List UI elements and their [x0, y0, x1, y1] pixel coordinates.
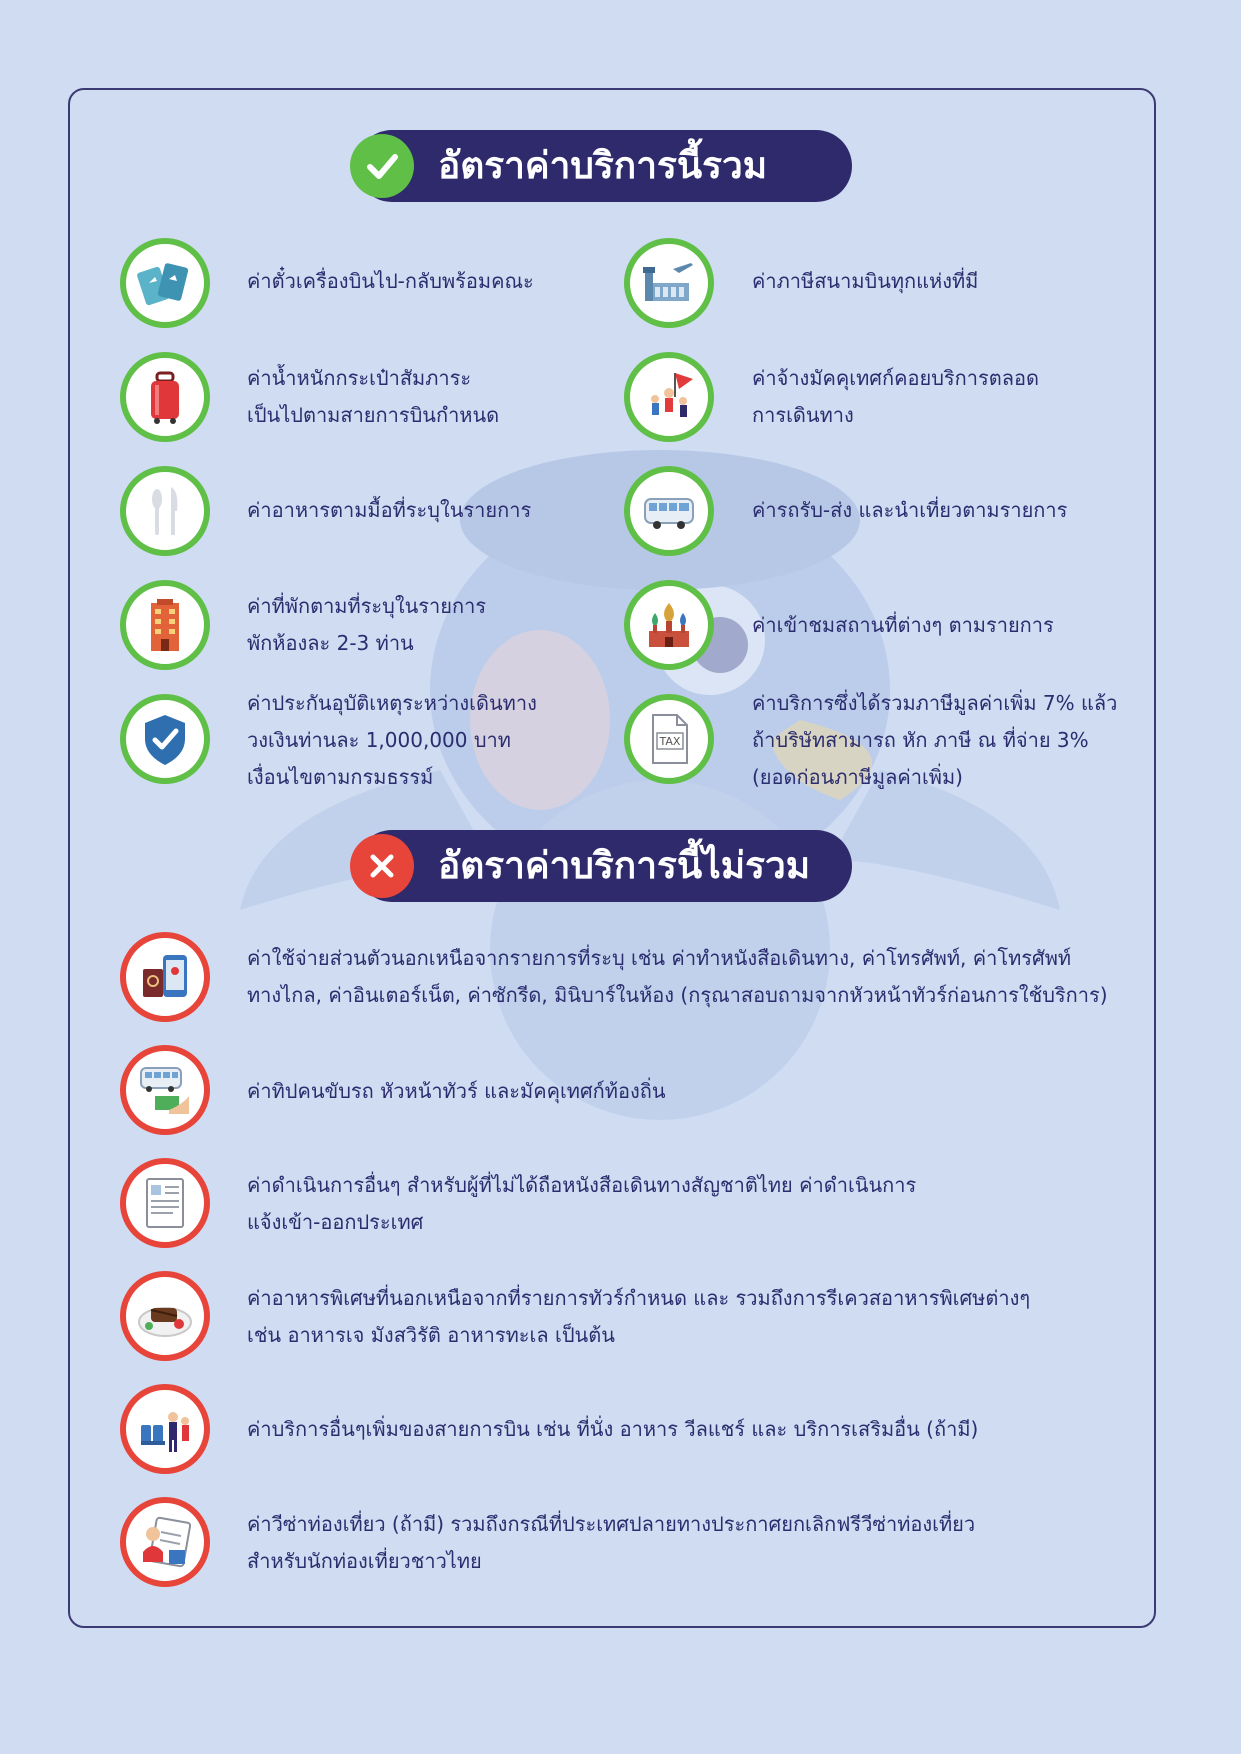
excluded-item-3: ค่าดำเนินการอื่นๆ สำหรับผู้ที่ไม่ได้ถือหนังสือเดินทางสัญชาติไทย ค่าดำเนินการ แจ้งเข้า-ออกประเทศ [247, 1173, 917, 1234]
bus-tip-icon [120, 1045, 210, 1135]
airport-icon [624, 238, 714, 328]
included-item-5: ค่าอาหารตามมื้อที่ระบุในรายการ [247, 498, 532, 522]
plane-ticket-icon [120, 238, 210, 328]
luggage-icon [120, 352, 210, 442]
fork-knife-icon [120, 466, 210, 556]
cross-badge-icon [350, 834, 414, 898]
tax-label: TAX [659, 735, 681, 748]
passport-phone-icon [120, 932, 210, 1022]
excluded-item-2: ค่าทิปคนขับรถ หัวหน้าทัวร์ และมัคคุเทศก์ท้องถิ่น [247, 1079, 666, 1103]
included-item-10: ค่าบริการซึ่งได้รวมภาษีมูลค่าเพิ่ม 7% แล้ว ถ้าบริษัทสามารถ หัก ภาษี ณ ที่จ่าย 3% (ยอดก่อนภาษีมูลค่าเพิ่ม) [752, 691, 1118, 789]
included-item-8: ค่าเข้าชมสถานที่ต่างๆ ตามรายการ [752, 613, 1054, 637]
included-item-7: ค่าที่พักตามที่ระบุในรายการ พักห้องละ 2-3 ท่าน [247, 594, 487, 655]
included-item-1: ค่าตั๋วเครื่องบินไป-กลับพร้อมคณะ [247, 269, 534, 293]
included-title: อัตราค่าบริการนี้รวม [438, 144, 768, 187]
excluded-item-5: ค่าบริการอื่นๆเพิ่มของสายการบิน เช่น ที่นั่ง อาหาร วีลแชร์ และ บริการเสริมอื่น (ถ้ามี) [247, 1417, 979, 1441]
check-badge-icon [350, 134, 414, 198]
landmark-icon [624, 580, 714, 670]
included-item-2: ค่าภาษีสนามบินทุกแห่งที่มี [752, 269, 979, 293]
excluded-title: อัตราค่าบริการนี้ไม่รวม [438, 844, 811, 887]
special-food-icon [120, 1271, 210, 1361]
excluded-banner [356, 830, 852, 902]
included-banner [356, 130, 852, 202]
excluded-item-6: ค่าวีซ่าท่องเที่ยว (ถ้ามี) รวมถึงกรณีที่ประเทศปลายทางประกาศยกเลิกฟรีวีซ่าท่องเที่ยว สำหรับนักท่องเที่ยวชาวไทย [247, 1512, 976, 1573]
hotel-icon [120, 580, 210, 670]
tour-guide-icon [624, 352, 714, 442]
included-item-4: ค่าจ้างมัคคุเทศก์คอยบริการตลอด การเดินทาง [752, 366, 1039, 427]
excluded-item-1: ค่าใช้จ่ายส่วนตัวนอกเหนือจากรายการที่ระบุ เช่น ค่าทำหนังสือเดินทาง, ค่าโทรศัพท์, ค่าโทรศัพท์ ทางไกล, ค่าอินเตอร์เน็ต, ค่าซักรีด, มินิบาร์ในห้อง (กรุณาสอบถามจากหัวหน้าทัวร์ก่อนการใช้บริการ) [247, 946, 1108, 1007]
included-item-9: ค่าประกันอุบัติเหตุระหว่างเดินทาง วงเงินท่านละ 1,000,000 บาท เงื่อนไขตามกรมธรรม์ [247, 691, 537, 789]
document-icon [120, 1158, 210, 1248]
visa-icon [120, 1497, 210, 1587]
shield-check-icon [120, 694, 210, 784]
bus-icon [624, 466, 714, 556]
included-item-6: ค่ารถรับ-ส่ง และนำเที่ยวตามรายการ [752, 498, 1068, 522]
excluded-item-4: ค่าอาหารพิเศษที่นอกเหนือจากที่รายการทัวร์กำหนด และ รวมถึงการรีเควสอาหารพิเศษต่างๆ เช่น อาหารเจ มังสวิรัติ อาหารทะเล เป็นต้น [247, 1286, 1031, 1347]
tax-document-icon [624, 694, 714, 784]
included-item-3: ค่าน้ำหนักกระเป๋าสัมภาระ เป็นไปตามสายการบินกำหนด [247, 366, 500, 427]
airline-seat-icon [120, 1384, 210, 1474]
